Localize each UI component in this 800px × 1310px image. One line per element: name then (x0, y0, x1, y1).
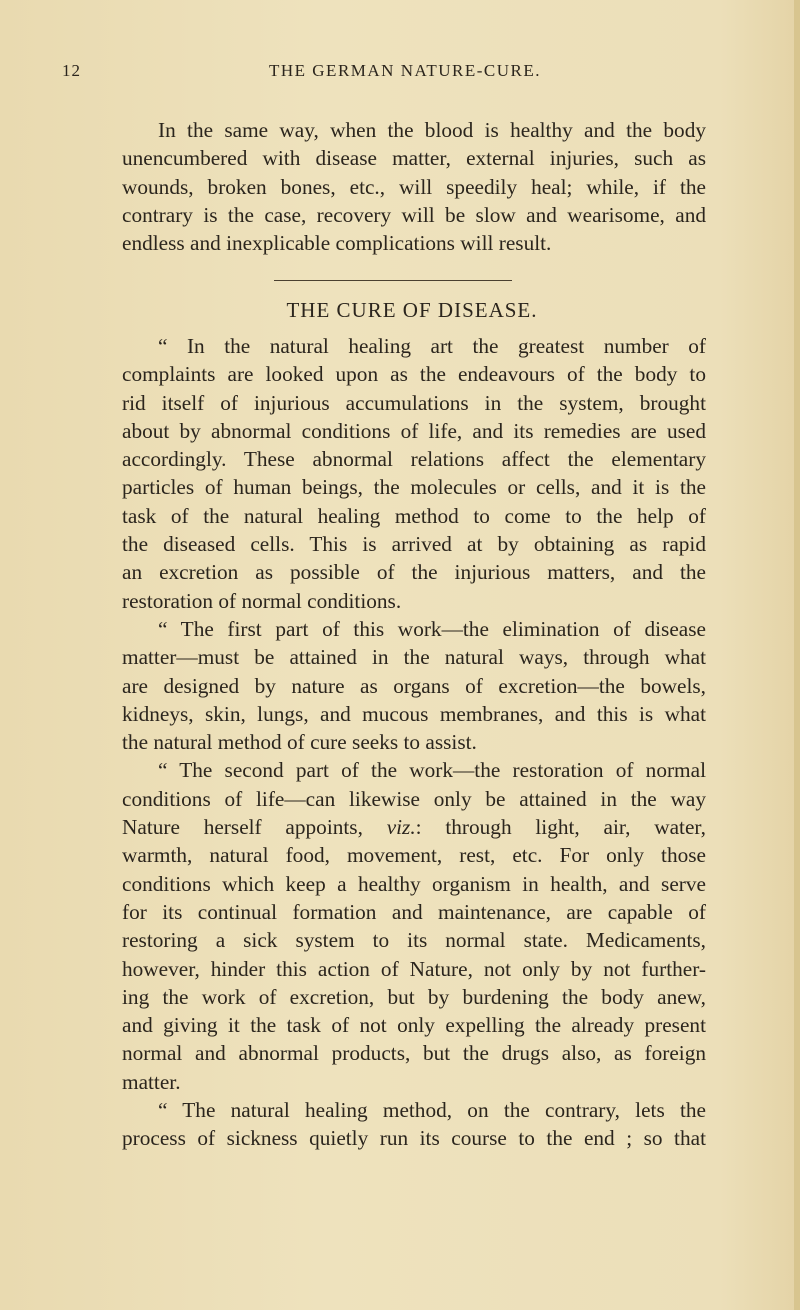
paragraph-intro (122, 116, 706, 257)
text-line: the natural method of cure seeks to assist. (122, 730, 477, 755)
text-line: about by abnormal conditions of life, and its remedies are used (122, 418, 706, 443)
text-line: unencumbered with disease matter, external injuries, such as (122, 146, 706, 171)
text-line: “ The natural healing method, on the contrary, lets the (158, 1098, 706, 1123)
text-line: conditions of life—can likewise only be attained in the way (122, 786, 706, 811)
text-line: “ In the natural healing art the greatest number of (158, 334, 706, 358)
text-line: particles of human beings, the molecules or cells, and it is the (122, 475, 706, 500)
text-line: the diseased cells. This is arrived at by obtaining as rapid (122, 532, 706, 557)
text-line: contrary is the case, recovery will be slow and wearisome, and (122, 202, 706, 227)
text-line: for its continual formation and maintenance, are capable of (122, 899, 706, 924)
text-line: and giving it the task of not only expelling the already present (122, 1013, 706, 1038)
text-line: restoring a sick system to its normal state. Medicaments, (122, 928, 706, 953)
text-line: Nature herself appoints, viz.: through light, air, water, (122, 815, 706, 840)
text-line: are designed by nature as organs of excretion—the bowels, (122, 673, 706, 698)
section-divider (274, 280, 512, 281)
page-number: 12 (62, 61, 81, 80)
text-line: normal and abnormal products, but the drugs also, as foreign (122, 1041, 706, 1066)
section-heading: THE CURE OF DISEASE. (286, 298, 538, 322)
text-line: warmth, natural food, movement, rest, etc. For only those (122, 843, 706, 868)
text-line: restoration of normal conditions. (122, 588, 402, 613)
text-line: matter. (122, 1069, 181, 1094)
text-line: “ The second part of the work—the restoration of normal (158, 758, 706, 783)
text-line: wounds, broken bones, etc., will speedily heal; while, if the (122, 174, 706, 199)
running-title: THE GERMAN NATURE-CURE. (268, 61, 542, 80)
page-edge (794, 0, 800, 1310)
text-line: an excretion as possible of the injurious matters, and the (122, 560, 706, 585)
text-line: “ The first part of this work—the elimination of disease (158, 616, 706, 641)
text-line: In the same way, when the blood is healthy and the body (158, 118, 706, 142)
text-line: ing the work of excretion, but by burdening the body anew, (122, 984, 706, 1009)
text-line: accordingly. These abnormal relations affect the elementary (122, 447, 706, 472)
text-line: kidneys, skin, lungs, and mucous membranes, and this is what (122, 701, 706, 726)
section-body (122, 332, 706, 1153)
text-line: endless and inexplicable complications will result. (122, 231, 552, 256)
text-line: task of the natural healing method to come to the help of (122, 503, 706, 528)
text-line: however, hinder this action of Nature, not only by not further- (122, 956, 706, 981)
text-line: rid itself of injurious accumulations in the system, brought (122, 390, 706, 415)
text-line: complaints are looked upon as the endeavours of the body to (122, 362, 706, 387)
text-line: process of sickness quietly run its course to the end ; so that (122, 1126, 706, 1151)
text-line: conditions which keep a healthy organism in health, and serve (122, 871, 706, 896)
text-line: matter—must be attained in the natural ways, through what (122, 645, 706, 670)
